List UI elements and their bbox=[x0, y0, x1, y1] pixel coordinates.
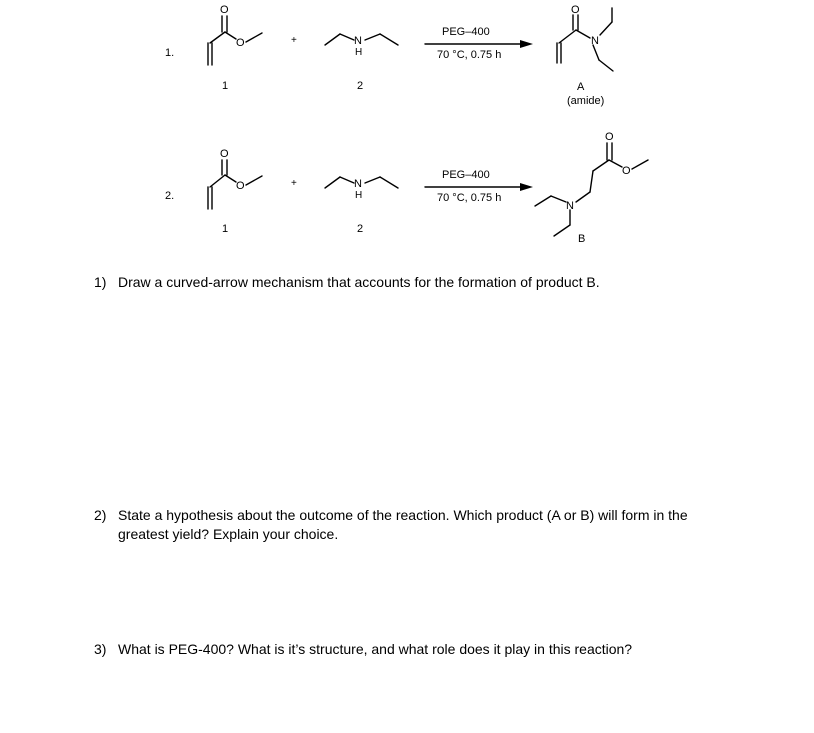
product-a-label: A bbox=[577, 81, 585, 93]
conditions-temperature-time: 70 °C, 0.75 h bbox=[437, 49, 502, 61]
reaction-1-product-a bbox=[557, 4, 613, 107]
reaction-2 bbox=[165, 131, 648, 245]
reactant-1-label: 1 bbox=[222, 80, 229, 92]
conditions-temperature-time: 70 °C, 0.75 h bbox=[437, 192, 502, 204]
reaction-1 bbox=[165, 4, 613, 107]
ester-oxygen-atom: O bbox=[622, 165, 631, 177]
amine-nitrogen-atom: N bbox=[354, 35, 362, 47]
amine-nitrogen-atom: N bbox=[566, 200, 574, 212]
reaction-schemes bbox=[0, 0, 814, 260]
reactant-2-label: 2 bbox=[357, 223, 364, 235]
amine-hydrogen-atom: H bbox=[355, 47, 363, 58]
reactant-1-label: 1 bbox=[222, 223, 229, 235]
carbonyl-oxygen-atom: O bbox=[605, 131, 614, 143]
question-1-text: Draw a curved-arrow mechanism that accounts for the formation of product B. bbox=[118, 274, 600, 290]
question-1-number: 1) bbox=[94, 274, 107, 290]
conditions-solvent: PEG–400 bbox=[442, 169, 490, 181]
reaction-2-reactant-2 bbox=[325, 177, 398, 235]
product-b-label: B bbox=[578, 233, 586, 245]
ester-oxygen-atom: O bbox=[236, 37, 245, 49]
ester-oxygen-atom: O bbox=[236, 180, 245, 192]
amide-oxygen-atom: O bbox=[571, 4, 580, 16]
plus-sign: + bbox=[291, 178, 297, 189]
conditions-solvent: PEG–400 bbox=[442, 26, 490, 38]
reaction-1-reactant-2 bbox=[325, 34, 398, 92]
product-a-sublabel: (amide) bbox=[567, 95, 605, 107]
plus-sign: + bbox=[291, 35, 297, 46]
question-2-text: State a hypothesis about the outcome of the reaction. Which product (A or B) will form in the greatest yield? Explain your choice. bbox=[118, 507, 688, 542]
reaction-2-arrow bbox=[425, 169, 533, 204]
amine-hydrogen-atom: H bbox=[355, 190, 363, 201]
question-3-text: What is PEG-400? What is it’s structure, and what role does it play in this reaction? bbox=[118, 641, 633, 657]
reaction-2-reactant-1 bbox=[208, 148, 262, 235]
amide-nitrogen-atom: N bbox=[591, 35, 599, 47]
reaction-2-product-b bbox=[535, 131, 648, 245]
reaction-1-arrow bbox=[425, 26, 533, 61]
amine-nitrogen-atom: N bbox=[354, 178, 362, 190]
reactant-2-label: 2 bbox=[357, 80, 364, 92]
reaction-1-number: 1. bbox=[165, 47, 175, 59]
carbonyl-oxygen-atom: O bbox=[220, 148, 229, 160]
reaction-1-reactant-1 bbox=[208, 4, 262, 92]
question-3-number: 3) bbox=[94, 641, 107, 657]
reaction-2-number: 2. bbox=[165, 190, 175, 202]
carbonyl-oxygen-atom: O bbox=[220, 4, 229, 16]
question-2-number: 2) bbox=[94, 507, 107, 523]
